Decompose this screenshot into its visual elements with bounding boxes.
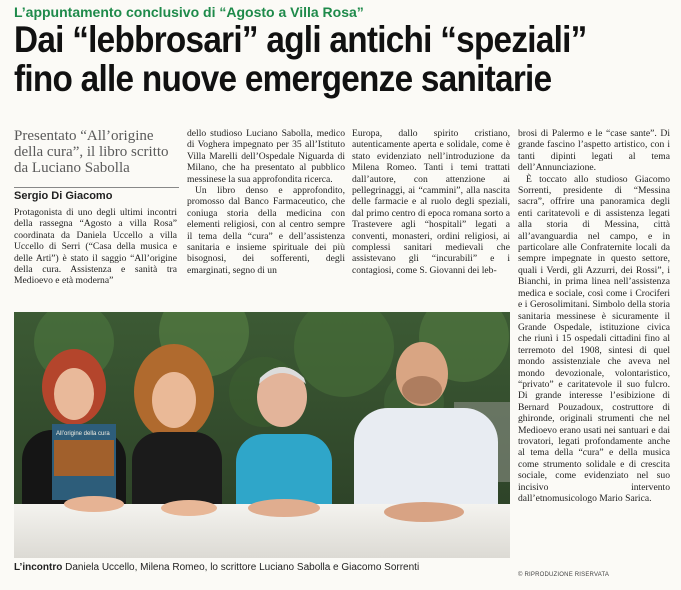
article-column-1	[14, 207, 177, 305]
kicker: L’appuntamento conclusivo di “Agosto a Villa Rosa”	[14, 4, 364, 20]
paragraph: Un libro denso e approfondito, promosso dal Banco Farmaceutico, che coniuga storia della medicina con elementi religiosi, con al centro sempre il tema della “cura” e dell’assistenza sanitaria e insieme spirituale dei più bisognosi, dei sofferenti, degli emarginati, segno di un	[187, 185, 345, 276]
article-column-3	[352, 128, 510, 306]
paragraph: Protagonista di uno degli ultimi incontri della rassegna “Agosto a villa Rosa” coordinata da Daniela Uccello a villa Uccello di Serri (“Casa della musica e delle Arti”) è stato il saggio “All’origine della cura. Assistenza e sanità tra Medioevo e età moderna”	[14, 207, 177, 287]
copyright-notice: © RIPRODUZIONE RISERVATA	[518, 572, 610, 578]
event-photo	[14, 312, 510, 558]
paragraph: Europa, dallo spirito cristiano, autenticamente aperta e solidale, come è stato evidenziato nell’introduzione da Milena Romeo. Tanti i temi trattati dall’autore, con attenzione ai pellegrinaggi, ai “cammini”, alla nascita delle farmacie e al ruolo degli speziali, dal primo centro di epoca romana sorto a Trastevere agli “hospitali” legati a conventi, monasteri, ordini religiosi, ai complessi sanitari medievali che assistevano gli “incurabili” e i contagiosi, come S. Giovanni dei leb-	[352, 128, 510, 276]
byline: Sergio Di Giacomo	[14, 187, 179, 202]
paragraph: brosi di Palermo e le “case sante”. Di grande fascino l’aspetto artistico, con i tanti dipinti legati al tema dell’Annunciazione.	[518, 128, 670, 174]
headline	[14, 20, 608, 98]
caption-text: Daniela Uccello, Milena Romeo, lo scrittore Luciano Sabolla e Giacomo Sorrenti	[65, 562, 420, 573]
event-photo-illustration	[14, 312, 510, 558]
headline-line-1: Dai “lebbrosari” agli antichi “speziali”	[14, 19, 587, 60]
subtitle: Presentato “All’origine della cura”, il libro scritto da Luciano Sabolla	[14, 128, 169, 176]
paragraph: È toccato allo studioso Giacomo Sorrenti, presidente di “Messina sacra”, offrire una panoramica degli enti caritatevoli e di assistenza legati alla storia di Messina, città all’avanguardia nel campo, e in particolare alle Confraternite locali da sempre impegnate in questo settore, quali i Verdi, gli Azzurri, dei Rossi”, i Bianchi, in prima linea nell’assistenza medica e sociale, così come i Crociferi e i Gerosolimitani. Simbolo della storia sanitaria messinese è sicuramente il Grande Ospedale, istituzione civica che riunì i 15 ospedali cittadini fino al terremoto del 1908, sintesi di quel mondo assistenziale che aveva nel mondo devozionale, volontaristico, “privato” e caritatevole il suo fulcro. Di grande interesse l’esibizione di Bernard Pouzadoux, costruttore di ghironde, originali strumenti che nel Medioevo erano usati nei santuari e dai trovatori, legati profondamente anche al tema della “cura” e della musica come strumento solidale e di crescita sociale, come evidenziato nel suo incisivo intervento dall’etnomusicologo Mario Sarica.	[518, 173, 670, 504]
book-cover-title: All’origine della cura	[56, 431, 110, 437]
article-column-2	[187, 128, 345, 306]
article-column-4	[518, 128, 670, 568]
headline-line-2: fino alle nuove emergenze sanitarie	[14, 58, 552, 99]
caption-lead: L’incontro	[14, 562, 63, 573]
paragraph: dello studioso Luciano Sabolla, medico di Voghera impegnato per 35 all’Istituto Villa Marelli dell’Ospedale Niguarda di Milano, che ha presentato al pubblico messinese la sua approfondita ricerca.	[187, 128, 345, 185]
photo-caption	[14, 562, 510, 573]
